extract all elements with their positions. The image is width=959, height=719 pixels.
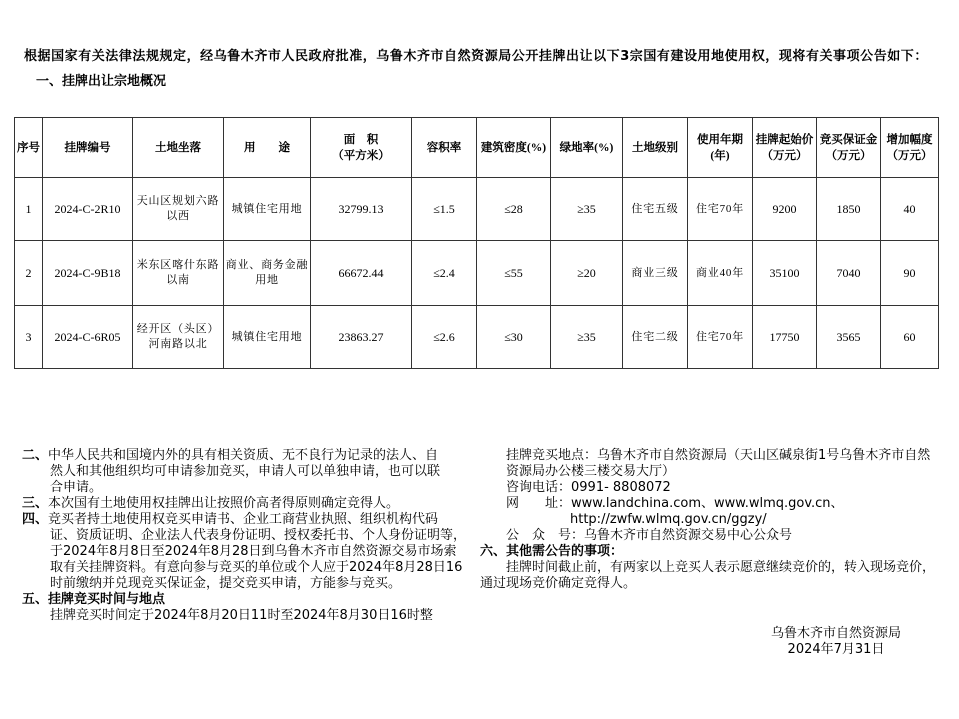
intro-text: 根据国家有关法律法规规定，经乌鲁木齐市人民政府批准，乌鲁木齐市自然资源局公开挂牌出让以下3宗国有建设用地使用权，现将有关事项公告如下： bbox=[24, 49, 928, 64]
section-2 bbox=[22, 448, 474, 496]
cell-plot-ratio: ≤2.4 bbox=[412, 241, 477, 306]
section-2-line: 然人和其他组织均可申请参加竞买，申请人可以单独申请，也可以联 bbox=[50, 464, 441, 479]
cell-building-density: ≤30 bbox=[477, 306, 551, 369]
section-3 bbox=[22, 496, 474, 512]
right-column bbox=[480, 448, 950, 592]
header-listing-code: 挂牌编号 bbox=[43, 118, 133, 178]
header-plot-ratio: 容积率 bbox=[412, 118, 477, 178]
table-row bbox=[15, 241, 939, 306]
table-row bbox=[15, 306, 939, 369]
location-text: 米东区喀什东路以南 bbox=[136, 259, 220, 286]
header-deposit: 竞买保证金 （万元） bbox=[817, 118, 881, 178]
section-4-line bbox=[22, 512, 474, 528]
cell-green-ratio: ≥35 bbox=[551, 306, 623, 369]
location-text: 天山区规划六路以西 bbox=[136, 195, 220, 222]
header-starting-price: 挂牌起始价 （万元） bbox=[753, 118, 817, 178]
official-account-line: 公 众 号：乌鲁木齐市自然资源交易中心公众号 bbox=[506, 528, 793, 543]
cell-plot-ratio: ≤2.6 bbox=[412, 306, 477, 369]
header-seq: 序号 bbox=[15, 118, 43, 178]
section-2-line bbox=[22, 448, 474, 464]
cell-bid-increment: 90 bbox=[881, 241, 939, 306]
cell-starting-price: 35100 bbox=[753, 241, 817, 306]
section-6-heading: 六、其他需公告的事项： bbox=[480, 544, 624, 559]
issue-date: 2024年7月31日 bbox=[787, 642, 885, 657]
auction-time-text: 挂牌竞买时间定于2024年8月20日11时至2024年8月30日16时整 bbox=[50, 608, 433, 623]
cell-listing-code: 2024-C-6R05 bbox=[43, 306, 133, 369]
table-row bbox=[15, 178, 939, 241]
cell-listing-code: 2024-C-2R10 bbox=[43, 178, 133, 241]
cell-location bbox=[133, 306, 224, 369]
cell-bid-increment: 40 bbox=[881, 178, 939, 241]
cell-seq: 3 bbox=[15, 306, 43, 369]
auction-venue-line: 资源局办公楼三楼交易大厅） bbox=[506, 464, 676, 479]
header-area: 面 积 （平方米） bbox=[311, 118, 412, 178]
section-4-line: 证、资质证明、企业法人代表身份证明、授权委托书、个人身份证明等， bbox=[50, 528, 467, 543]
cell-deposit: 1850 bbox=[817, 178, 881, 241]
section-3-heading: 三、 bbox=[22, 496, 49, 511]
cell-building-density: ≤55 bbox=[477, 241, 551, 306]
website-line: 网 址：www.landchina.com、www.wlmq.gov.cn、 bbox=[506, 496, 844, 511]
land-use-text: 城镇住宅用地 bbox=[231, 203, 303, 215]
header-land-grade: 土地级别 bbox=[623, 118, 688, 178]
auction-venue-line: 挂牌竞买地点：乌鲁木齐市自然资源局（天山区碱泉街1号乌鲁木齐市自然 bbox=[506, 448, 931, 463]
header-location: 土地坐落 bbox=[133, 118, 224, 178]
left-column bbox=[22, 448, 474, 624]
cell-starting-price: 9200 bbox=[753, 178, 817, 241]
location-text: 经开区（头区）河南路以北 bbox=[136, 323, 220, 350]
cell-green-ratio: ≥35 bbox=[551, 178, 623, 241]
section-4-line: 取有关挂牌资料。有意向参与竞买的单位或个人应于2024年8月28日16 bbox=[50, 560, 463, 575]
cell-land-use bbox=[224, 178, 311, 241]
section-4 bbox=[22, 512, 474, 592]
cell-starting-price: 17750 bbox=[753, 306, 817, 369]
land-use-text: 城镇住宅用地 bbox=[231, 331, 303, 343]
cell-use-term: 商业40年 bbox=[688, 241, 753, 306]
cell-area: 23863.27 bbox=[311, 306, 412, 369]
land-use-text: 商业、商务金融用地 bbox=[225, 259, 309, 286]
section-6-line: 通过现场竞价确定竞得人。 bbox=[480, 576, 637, 591]
section-2-text: 中华人民共和国境内外的具有相关资质、无不良行为记录的法人、自 bbox=[48, 448, 439, 463]
header-green-ratio: 绿地率(%) bbox=[551, 118, 623, 178]
cell-deposit: 7040 bbox=[817, 241, 881, 306]
cell-land-use bbox=[224, 306, 311, 369]
header-building-density: 建筑密度(%) bbox=[477, 118, 551, 178]
cell-bid-increment: 60 bbox=[881, 306, 939, 369]
section-3-text: 本次国有土地使用权挂牌出让按照价高者得原则确定竞得人。 bbox=[48, 496, 400, 511]
land-parcel-table bbox=[14, 117, 939, 369]
issuer-name: 乌鲁木齐市自然资源局 bbox=[770, 626, 901, 641]
cell-deposit: 3565 bbox=[817, 306, 881, 369]
cell-location bbox=[133, 178, 224, 241]
table-header-row bbox=[15, 118, 939, 178]
section-1-title: 一、挂牌出让宗地概况 bbox=[36, 74, 167, 89]
section-6-line: 挂牌时间截止前，有两家以上竞买人表示愿意继续竞价的，转入现场竞价， bbox=[506, 560, 936, 575]
cell-building-density: ≤28 bbox=[477, 178, 551, 241]
header-use-term: 使用年期 (年) bbox=[688, 118, 753, 178]
cell-seq: 2 bbox=[15, 241, 43, 306]
cell-plot-ratio: ≤1.5 bbox=[412, 178, 477, 241]
cell-green-ratio: ≥20 bbox=[551, 241, 623, 306]
cell-land-grade: 住宅二级 bbox=[623, 306, 688, 369]
section-2-line: 合申请。 bbox=[50, 480, 103, 495]
header-bid-increment: 增加幅度 （万元） bbox=[881, 118, 939, 178]
cell-seq: 1 bbox=[15, 178, 43, 241]
phone-line: 咨询电话：0991- 8808072 bbox=[506, 480, 671, 495]
signature-block bbox=[756, 626, 916, 658]
cell-land-use bbox=[224, 241, 311, 306]
cell-area: 32799.13 bbox=[311, 178, 412, 241]
header-land-use: 用 途 bbox=[224, 118, 311, 178]
section-3-line bbox=[22, 496, 474, 512]
section-5 bbox=[22, 592, 474, 624]
cell-use-term: 住宅70年 bbox=[688, 178, 753, 241]
cell-land-grade: 住宅五级 bbox=[623, 178, 688, 241]
section-4-heading: 四、 bbox=[22, 512, 49, 527]
cell-land-grade: 商业三级 bbox=[623, 241, 688, 306]
section-4-text: 竞买者持土地使用权竞买申请书、企业工商营业执照、组织机构代码 bbox=[48, 512, 439, 527]
section-4-line: 时前缴纳并兑现竞买保证金，提交竞买申请，方能参与竞买。 bbox=[50, 576, 402, 591]
cell-use-term: 住宅70年 bbox=[688, 306, 753, 369]
section-2-heading: 二、 bbox=[22, 448, 49, 463]
section-5-heading: 五、挂牌竞买时间与地点 bbox=[22, 592, 166, 607]
website-line: http://zwfw.wlmq.gov.cn/ggzy/ bbox=[570, 512, 767, 527]
cell-area: 66672.44 bbox=[311, 241, 412, 306]
cell-listing-code: 2024-C-9B18 bbox=[43, 241, 133, 306]
cell-location bbox=[133, 241, 224, 306]
section-4-line: 于2024年8月8日至2024年8月28日到乌鲁木齐市自然资源交易市场索 bbox=[50, 544, 457, 559]
